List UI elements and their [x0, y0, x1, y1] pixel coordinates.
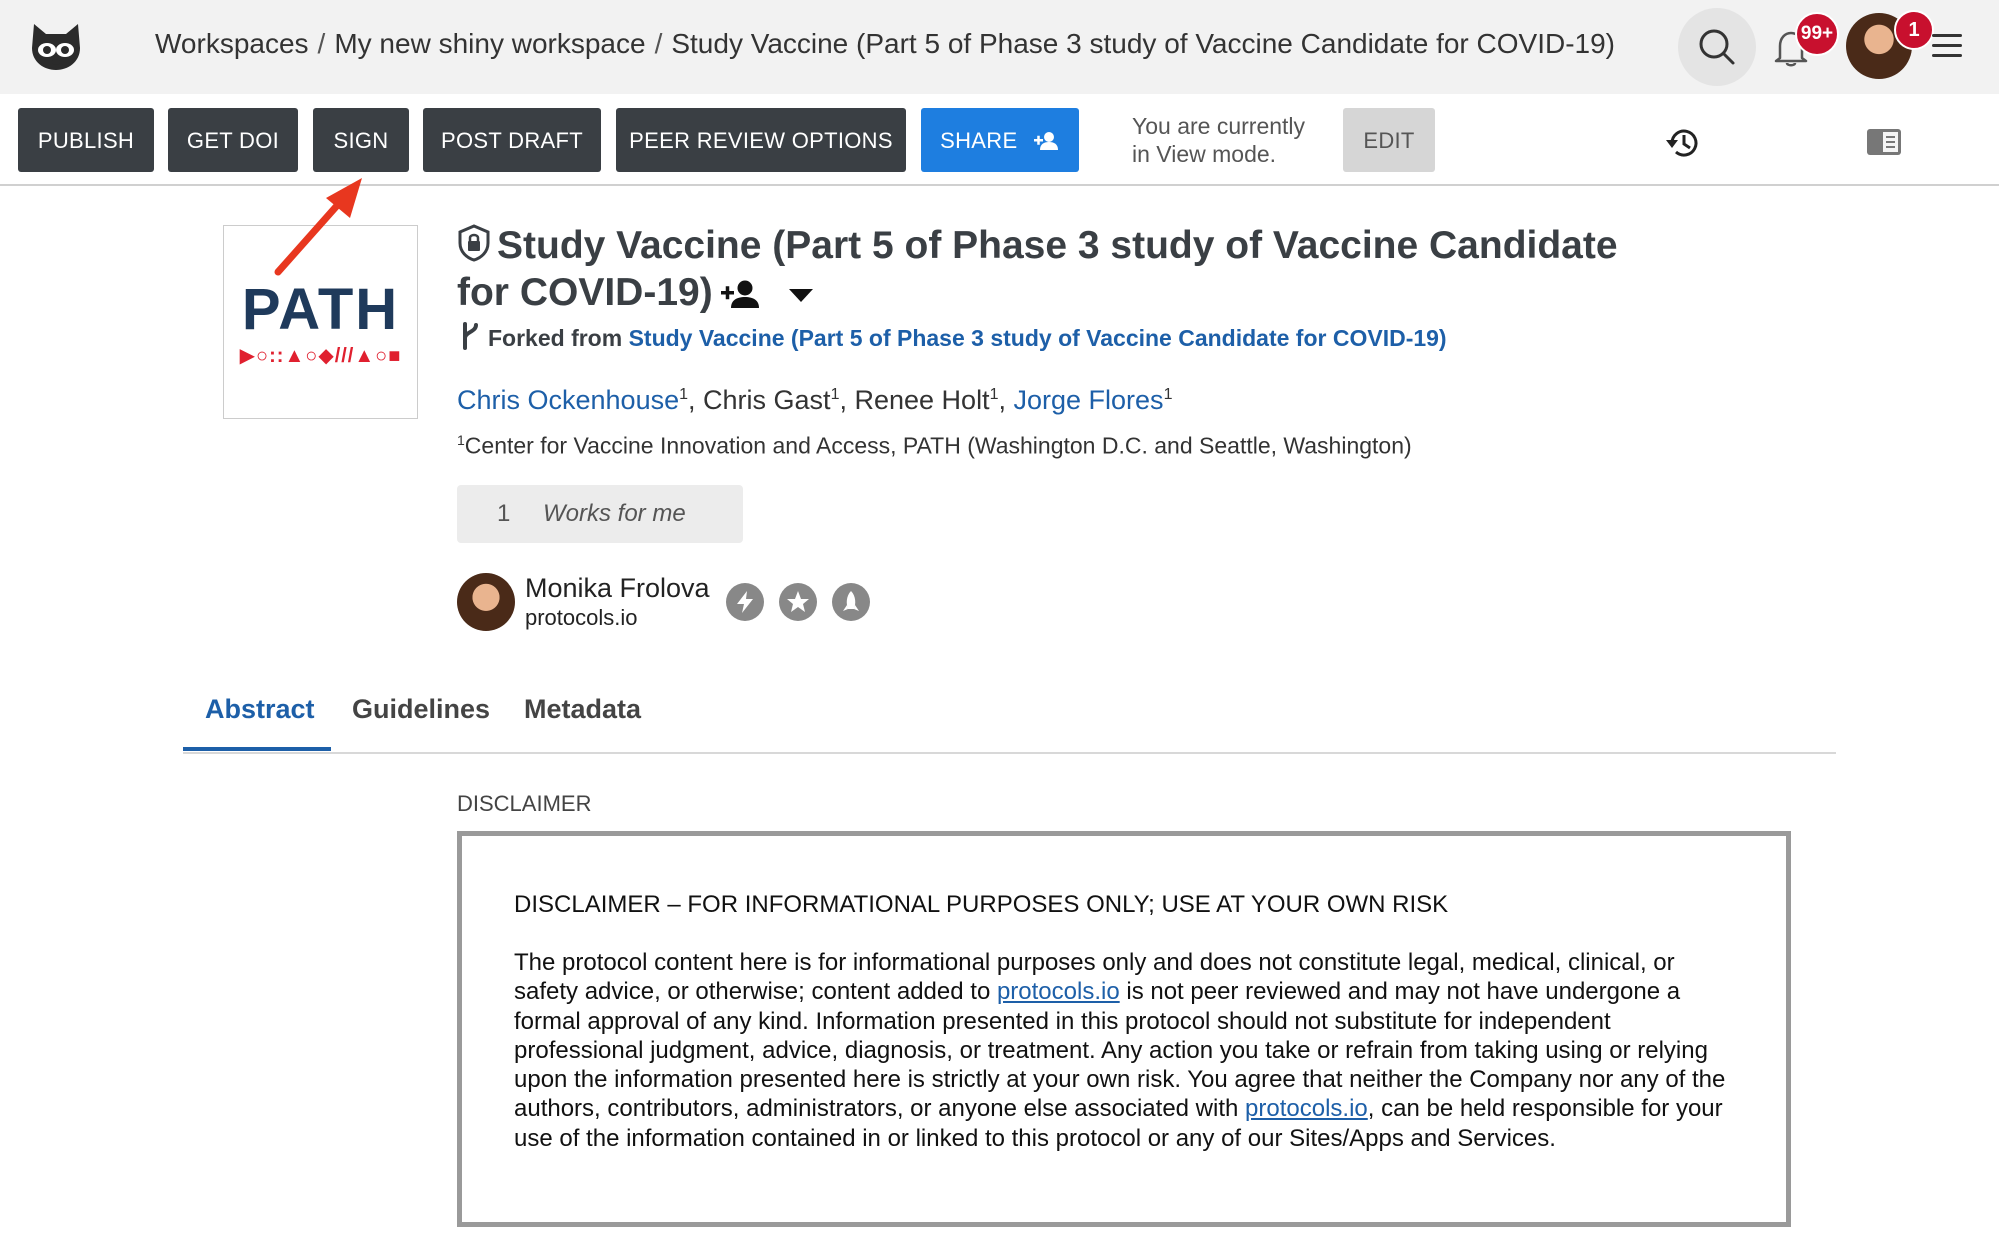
affiliation-text: Center for Vaccine Innovation and Access, PATH (Washington D.C. and Seattle, Washington): [464, 432, 1412, 459]
search-icon: [1698, 28, 1736, 66]
works-for-me-count: 1: [497, 500, 511, 527]
history-icon[interactable]: [1664, 126, 1700, 160]
top-header: [0, 0, 1999, 94]
breadcrumb-workspaces[interactable]: Workspaces: [155, 28, 309, 59]
org-logo-pattern: ▶○::▲○◆///▲○■: [239, 345, 402, 367]
sidebar-panel-icon[interactable]: [1866, 128, 1902, 156]
affiliation: [457, 432, 1412, 460]
lightning-badge-icon[interactable]: [726, 583, 764, 621]
breadcrumb-separator: /: [654, 28, 663, 59]
view-mode-status: You are currently in View mode.: [1132, 113, 1306, 167]
forked-from: [460, 322, 1447, 352]
fork-icon: [460, 322, 480, 350]
share-label: SHARE: [940, 128, 1018, 153]
share-button[interactable]: [921, 108, 1079, 172]
private-shield-icon: [457, 224, 491, 262]
works-for-me-button[interactable]: [457, 485, 743, 543]
tab-abstract[interactable]: Abstract: [205, 694, 315, 724]
chevron-down-icon[interactable]: [789, 289, 813, 303]
disclaimer-text-part: The protocol content here is for informational purposes only and does not constitute legal, medical, clinical, or safety advice, or otherwise; content added to: [514, 949, 1675, 1006]
add-person-icon: [1034, 131, 1060, 151]
search-button[interactable]: [1678, 8, 1756, 86]
protocols-link[interactable]: protocols.io: [1245, 1095, 1368, 1123]
add-collaborator-icon[interactable]: [721, 279, 761, 309]
tab-metadata[interactable]: Metadata: [524, 694, 642, 724]
authors-list: Chris Ockenhouse$^1$, Chris Gast$^1$, Renee Holt$^1$, Jorge Flores$^1$: [457, 385, 1173, 415]
sign-button[interactable]: SIGN: [313, 108, 409, 172]
get-doi-button[interactable]: GET DOI: [168, 108, 298, 172]
raccoon-logo-icon[interactable]: [28, 20, 84, 72]
notification-badge: 99+: [1795, 12, 1839, 56]
breadcrumb-separator: /: [317, 28, 326, 59]
breadcrumb-workspace[interactable]: My new shiny workspace: [334, 28, 646, 59]
creator-avatar[interactable]: [457, 573, 515, 631]
tab-guidelines[interactable]: Guidelines: [352, 694, 491, 724]
post-draft-button[interactable]: POST DRAFT: [423, 108, 601, 172]
protocols-link[interactable]: protocols.io: [996, 978, 1120, 1006]
active-tab-indicator: [183, 747, 331, 751]
protocol-title: [457, 222, 1657, 316]
forked-protocol-link[interactable]: Study Vaccine (Part 5 of Phase 3 study of Vaccine Candidate for COVID-19): [628, 325, 1447, 351]
breadcrumb-current: Study Vaccine (Part 5 of Phase 3 study of Vaccine Candidate for COVID-19): [671, 28, 1616, 59]
protocol-tabs: [183, 680, 1836, 754]
author-name: Chris Gast: [703, 385, 831, 415]
disclaimer-text-part: , can be held responsible for your use of the information contained in or linked to this protocol or any of our Sites/Apps and Services.: [514, 1095, 1723, 1152]
rocket-badge-icon[interactable]: [832, 583, 870, 621]
disclaimer-heading: DISCLAIMER – FOR INFORMATIONAL PURPOSES ONLY; USE AT YOUR OWN RISK: [514, 891, 1449, 918]
author-link[interactable]: Jorge Flores: [1013, 385, 1164, 415]
peer-review-options-button[interactable]: PEER REVIEW OPTIONS: [616, 108, 906, 172]
annotation-arrow: [270, 176, 370, 276]
author-affiliation-sup: 1: [830, 386, 840, 403]
disclaimer-text: [514, 948, 1744, 1153]
author-link[interactable]: Chris Ockenhouse: [457, 385, 680, 415]
protocol-title-text: Study Vaccine (Part 5 of Phase 3 study of Vaccine Candidate for COVID-19): [457, 224, 1618, 314]
author-affiliation-sup: 1: [1163, 386, 1173, 403]
creator-organization: protocols.io: [525, 605, 638, 630]
star-badge-icon[interactable]: [779, 583, 817, 621]
disclaimer-box: [457, 831, 1791, 1227]
edit-button[interactable]: EDIT: [1343, 108, 1435, 172]
breadcrumb: [155, 28, 1615, 60]
disclaimer-text-part: is not peer reviewed and may not have undergone a formal approval of any kind. Information presented in this protocol should not substitute for independent professional judgment, advice, diagnosis, or treatment. Any action you take or refrain from taking using or relying upon the information presented here is strictly at your own risk. You agree that neither the Company nor any of the authors, contributors, administrators, or anyone else associated with: [514, 978, 1726, 1123]
menu-icon[interactable]: [1932, 34, 1962, 58]
creator-name[interactable]: Monika Frolova: [525, 573, 710, 603]
protocol-toolbar: [0, 94, 1999, 186]
org-logo-word: PATH: [241, 277, 400, 342]
avatar-badge: 1: [1894, 10, 1934, 50]
section-label: DISCLAIMER: [457, 791, 592, 816]
affiliation-sup: 1: [457, 432, 465, 448]
publish-button[interactable]: PUBLISH: [18, 108, 154, 172]
author-affiliation-sup: 1: [989, 386, 999, 403]
works-for-me-label: Works for me: [543, 500, 686, 527]
author-affiliation-sup: 1: [679, 386, 689, 403]
forked-label: Forked from: [488, 325, 623, 351]
author-name: Renee Holt: [854, 385, 990, 415]
